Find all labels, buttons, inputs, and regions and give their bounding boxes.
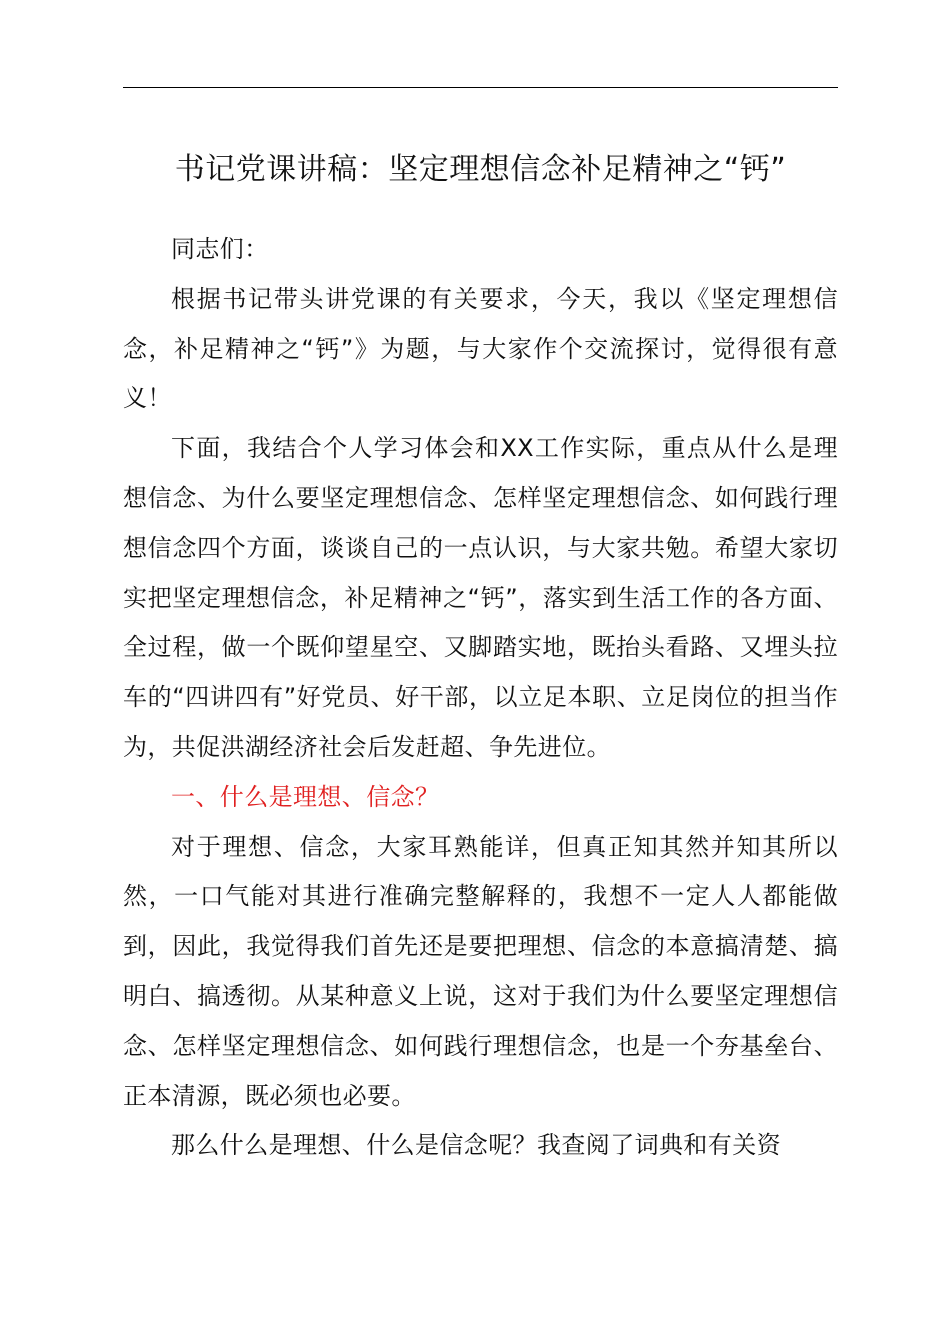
paragraph-outline: 下面，我结合个人学习体会和XX工作实际，重点从什么是理想信念、为什么要坚定理想信念、怎样坚定理想信念、如何践行理想信念四个方面，谈谈自己的一点认识，与大家共勉。希望大家切实把坚定理想信念，补足精神之“钙”，落实到生活工作的各方面、全过程，做一个既仰望星空、又脚踏实地，既抬头看路、又埋头拉车的“四讲四有”好党员、好干部，以立足本职、立足岗位的担当作为，共促洪湖经济社会后发赶超、争先进位。 [123, 434, 838, 761]
document-body [123, 225, 838, 1171]
document-title: 书记党课讲稿：坚定理想信念补足精神之“钙” [174, 152, 787, 187]
paragraph-intro: 根据书记带头讲党课的有关要求，今天，我以《坚定理想信念，补足精神之“钙”》为题，与大家作个交流探讨，觉得很有意义！ [123, 284, 838, 413]
salutation: 同志们： [171, 235, 269, 263]
paragraph-section-1: 对于理想、信念，大家耳熟能详，但真正知其然并知其所以然，一口气能对其进行准确完整解释的，我想不一定人人都能做到，因此，我觉得我们首先还是要把理想、信念的本意搞清楚、搞明白、搞透彻。从某种意义上说，这对于我们为什么要坚定理想信念、怎样坚定理想信念、如何践行理想信念，也是一个夯基垒台、正本清源，既必须也必要。 [123, 832, 838, 1110]
paragraph-definition: 那么什么是理想、什么是信念呢？我查阅了词典和有关资 [171, 1131, 781, 1160]
section-heading-1: 一、什么是理想、信念？ [171, 782, 440, 811]
header-rule [123, 87, 838, 88]
